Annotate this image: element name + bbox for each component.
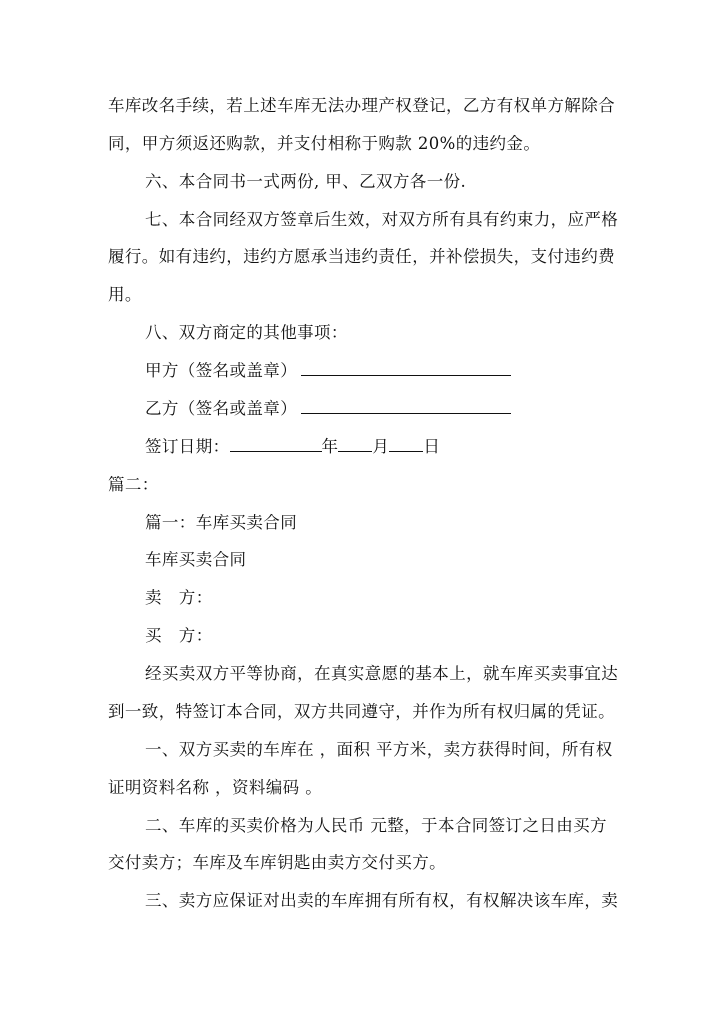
signing-date-line <box>145 436 440 458</box>
clause-seven: 七、本合同经双方签章后生效，对双方所有具有约束力，应严格 <box>145 210 619 229</box>
signing-date-label: 签订日期： <box>145 437 230 456</box>
sub-heading: 篇一：车库买卖合同 <box>145 513 298 532</box>
year-label: 年 <box>321 437 339 456</box>
seller-field: 卖 方： <box>145 588 213 607</box>
text-line: 交付卖方；车库及车库钥匙由卖方交付买方。 <box>108 853 446 872</box>
day-blank <box>389 436 423 452</box>
text-line: 用。 <box>108 285 142 304</box>
month-label: 月 <box>372 437 390 456</box>
day-label: 日 <box>423 437 441 456</box>
text-line: 履行。如有违约，违约方愿承当违约责任，并补偿损失，支付违约费 <box>108 247 615 266</box>
month-blank <box>338 436 372 452</box>
text-line: 到一致，特签订本合同，双方共同遵守，并作为所有权归属的凭证。 <box>108 702 615 721</box>
party-b-label: 乙方（签名或盖章） <box>145 399 298 418</box>
preamble-line: 经买卖双方平等协商，在真实意愿的基本上，就车库买卖事宜达 <box>145 664 619 683</box>
party-a-signature-line <box>145 360 511 382</box>
clause-six: 六、本合同书一式两份, 甲、乙双方各一份. <box>145 172 467 191</box>
clause-eight: 八、双方商定的其他事项： <box>145 323 348 342</box>
section-heading: 篇二： <box>108 475 159 494</box>
buyer-field: 买 方： <box>145 626 213 645</box>
clause-two: 二、车库的买卖价格为人民币 元整，于本合同签订之日由买方 <box>145 816 607 835</box>
party-b-signature-blank <box>301 398 511 414</box>
clause-one: 一、双方买卖的车库在 ，面积 平方米，卖方获得时间，所有权 <box>145 740 613 759</box>
contract-title: 车库买卖合同 <box>145 550 247 569</box>
text-line: 同，甲方须返还购款，并支付相称于购款 20%的违约金。 <box>108 134 541 153</box>
party-b-signature-line <box>145 398 511 420</box>
party-a-label: 甲方（签名或盖章） <box>145 361 298 380</box>
clause-three: 三、卖方应保证对出卖的车库拥有所有权，有权解决该车库，卖 <box>145 891 619 910</box>
text-line: 证明资料名称 ，资料编码 。 <box>108 778 323 797</box>
party-a-signature-blank <box>301 360 511 376</box>
year-blank <box>230 436 322 452</box>
text-line: 车库改名手续，若上述车库无法办理产权登记，乙方有权单方解除合 <box>108 96 615 115</box>
